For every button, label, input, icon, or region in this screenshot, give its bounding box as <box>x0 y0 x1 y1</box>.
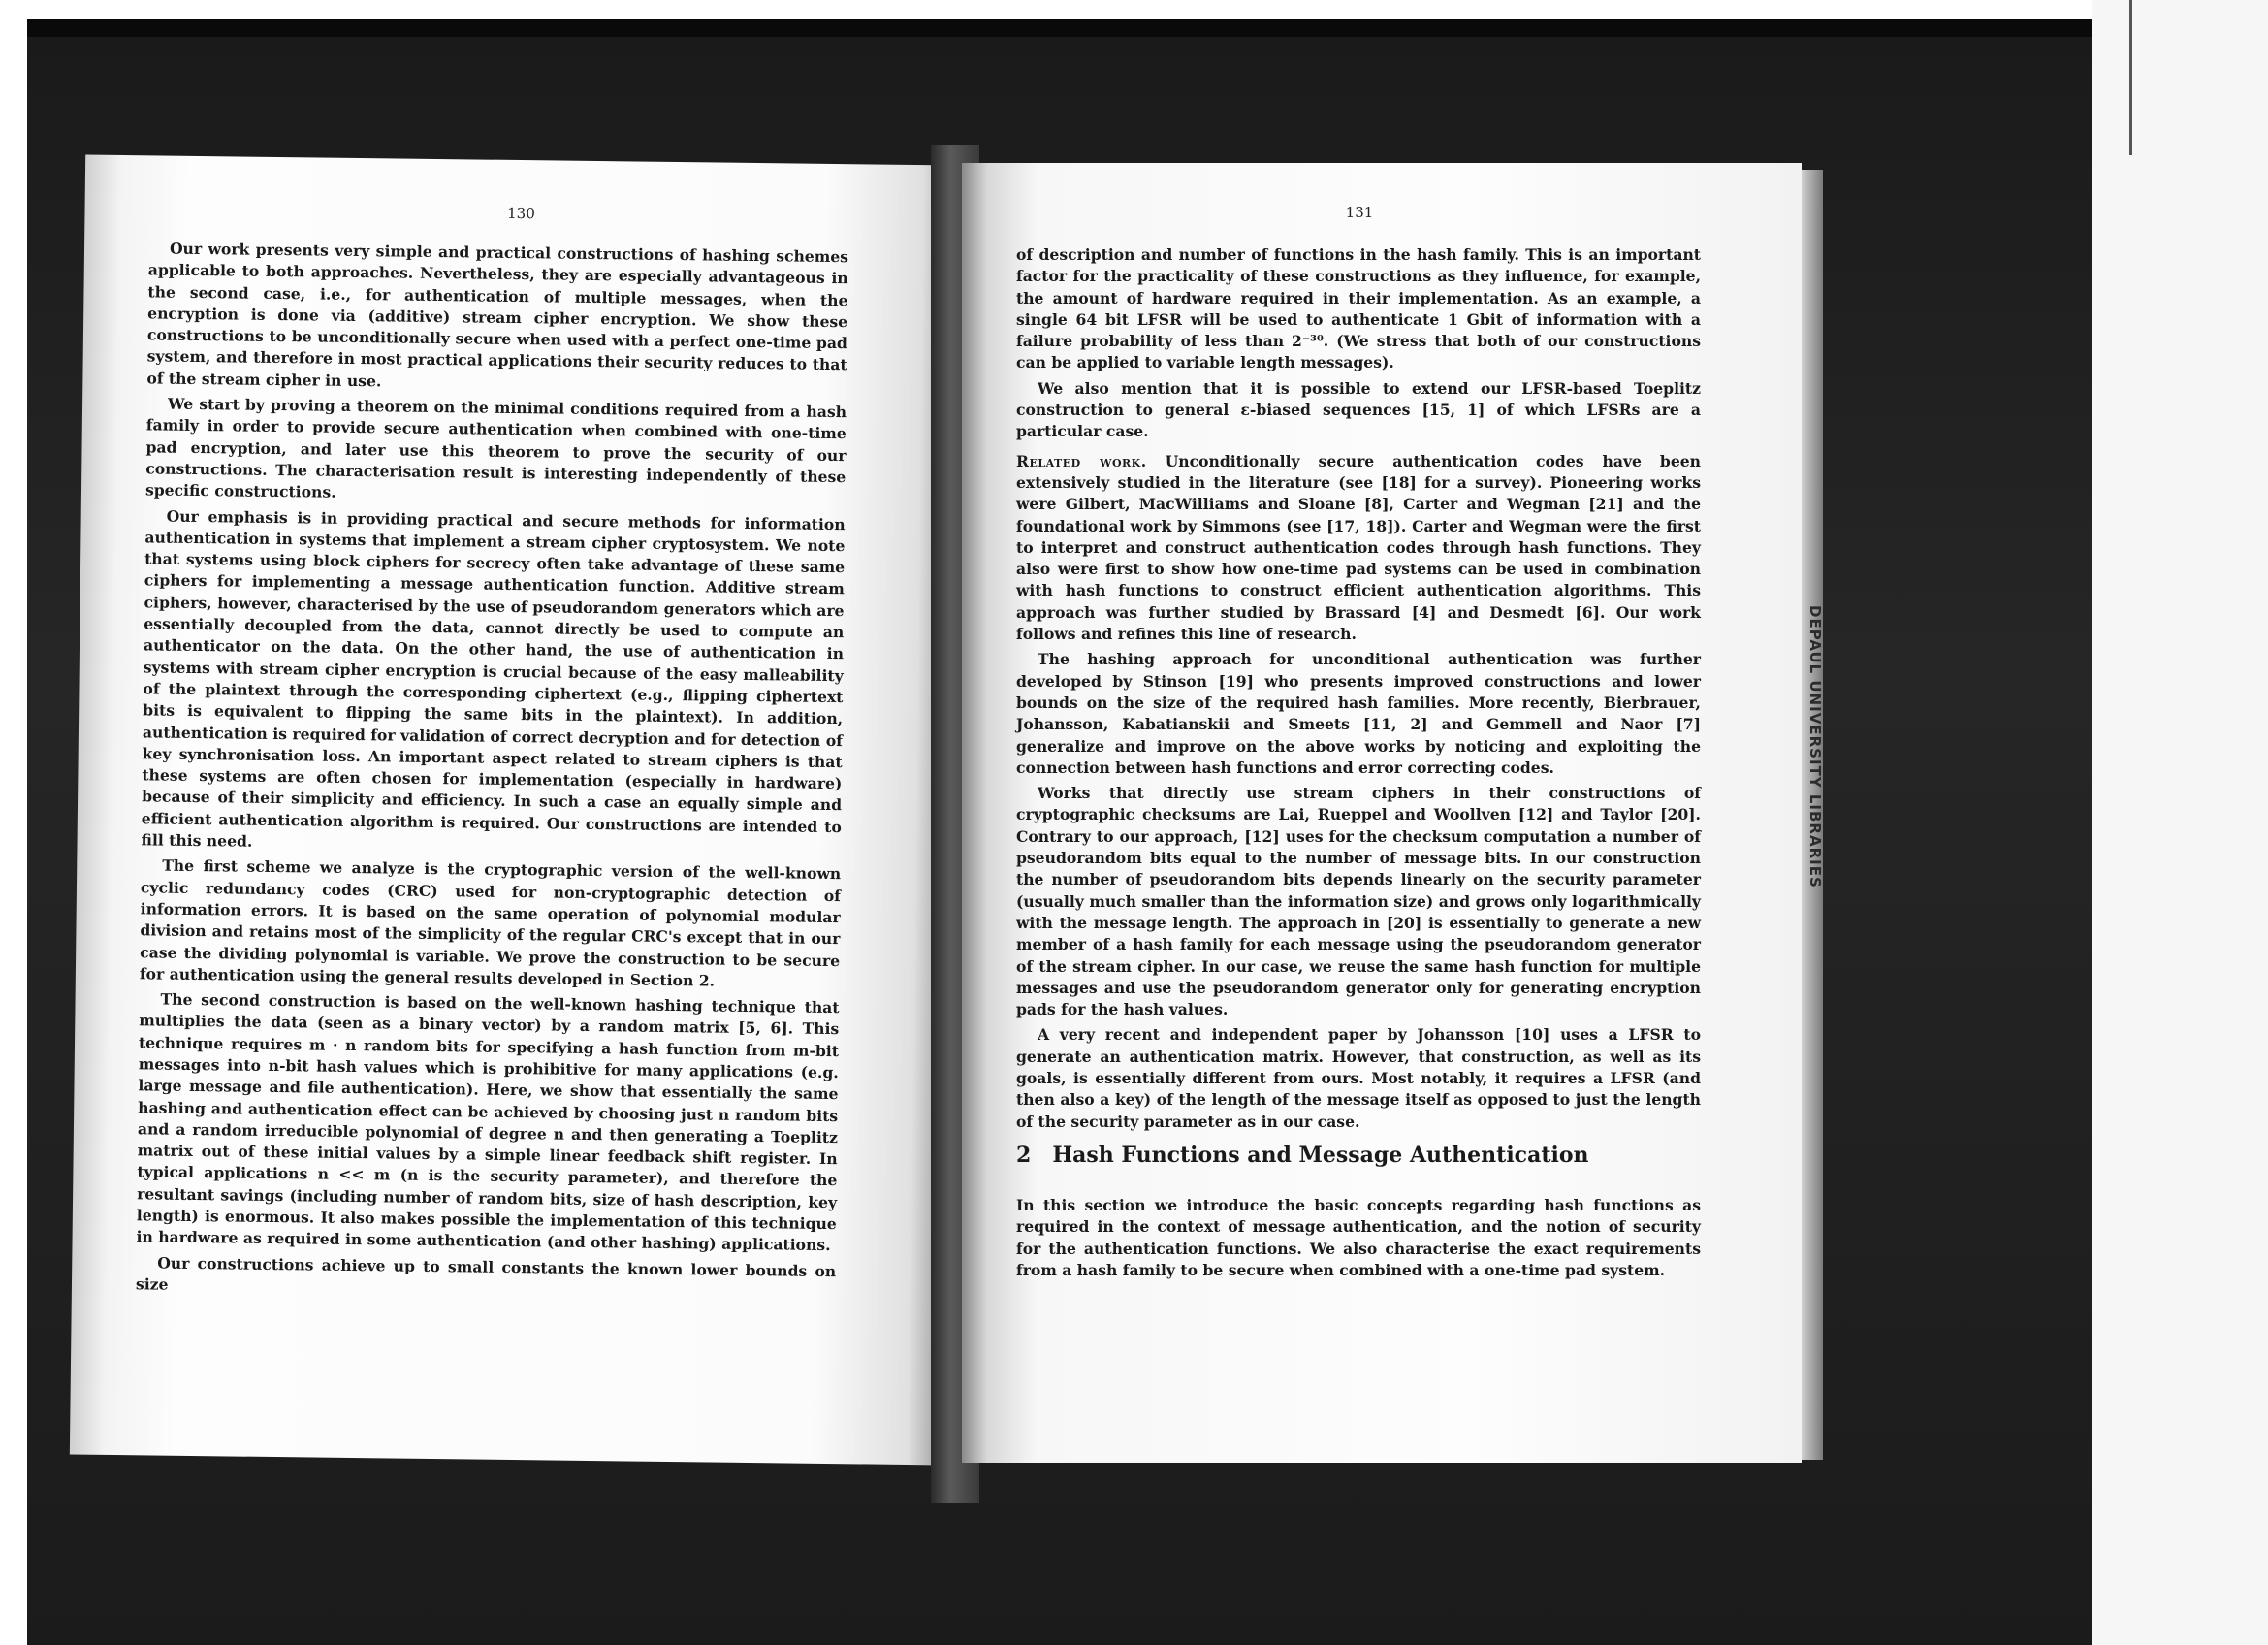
scanner-edge-line <box>2129 0 2132 155</box>
right-page <box>962 163 1802 1463</box>
library-stamp: DEPAUL UNIVERSITY LIBRARIES <box>1806 605 1824 888</box>
left-paragraph-3: Our emphasis is in providing practical and secure methods for information authentication in systems that implement a stream cipher cryptosystem. We note that systems using block ciphers for secrecy often take advantage of these same ciphers for implementing a message authentication function. Additive stream ciphers, however, characterised by the use of pseudorandom generators which are essentially decoupled from the data, cannot directly be used to compute an authenticator on the data. On the other hand, the use of authentication in systems with stream cipher encryption is crucial because of the easy malleability of the plaintext through the corresponding ciphertext (e.g., flipping ciphertext bits is equivalent to flipping the same bits in the plaintext). In addition, authentication is required for validation of correct decryption and for detection of key synchronisation loss. An important aspect related to stream ciphers is that these systems are often chosen for implementation (especially in hardware) because of their simplicity and efficiency. In such a case an equally simple and efficient authentication algorithm is required. Our constructions are intended to fill this need. <box>141 506 846 851</box>
right-paragraph-5: Works that directly use stream ciphers in their constructions of cryptographic checksums are Lai, Rueppel and Woollven [12] and Taylor [20]. Contrary to our approach, [12] uses for the checksum computation a number of pseudorandom bits equal to the number of message bits. In our construction the number of pseudorandom bits depends linearly on the security parameter (usually much smaller than the information size) and grows only logarithmically with the message length. The approach in [20] is essentially to generate a new member of a hash family for each message using the pseudorandom generator of the stream cipher. In our case, we reuse the same hash function for multiple messages and use the pseudorandom generator only for generating encryption pads for the hash values. <box>1016 784 1701 1019</box>
right-paragraph-6: A very recent and independent paper by Johansson [10] uses a LFSR to generate an authentication matrix. However, that construction, as well as its goals, is essentially different from ours. Most notably, it requires a LFSR (and then also a key) of the length of the message itself as opposed to just the length of the security parameter as in our case. <box>1016 1025 1701 1131</box>
page-number-right: 131 <box>1345 204 1374 221</box>
left-page-body <box>136 238 848 1307</box>
left-paragraph-4: The first scheme we analyze is the cryptographic version of the well-known cyclic redundancy codes (CRC) used for non-cryptographic detection of information errors. It is based on the same operation of polynomial modular division and retains most of the simplicity of the regular CRC's except that in our case the dividing polynomial is variable. We prove the construction to be secure for authentication using the general results developed in Section 2. <box>139 855 842 990</box>
section-paragraph: In this section we introduce the basic concepts regarding hash functions as required in the context of message authentication, and the notion of security for the authentication functions. We also characterise the exact requirements from a hash family to be secure when combined with a one-time pad system. <box>1016 1196 1701 1279</box>
right-paragraph-1: of description and number of functions in the hash family. This is an important factor for the practicality of these constructions as they influence, for example, the amount of hardware required in their implementation. As an example, a single 64 bit LFSR will be used to authenticate 1 Gbit of information with a failure probability of less than 2⁻³⁰. (We stress that both of our constructions can be applied to variable length messages). <box>1016 245 1701 372</box>
page-number-left: 130 <box>507 204 535 223</box>
related-work-label: Related work. <box>1016 451 1147 470</box>
right-paragraph-4: The hashing approach for unconditional authentication was further developed by Stinson [19] who presents improved constructions and lower bounds on the size of the required hash families. More recently, Bierbrauer, Johansson, Kabatianskii and Smeets [11, 2] and Gemmell and Naor [7] generalize and improve on the above works by noticing and exploiting the connection between hash functions and error correcting codes. <box>1016 650 1701 777</box>
left-paragraph-6: Our constructions achieve up to small constants the known lower bounds on size <box>135 1253 837 1294</box>
section-intro <box>1016 1195 1701 1285</box>
related-work-text: Unconditionally secure authentication codes have been extensively studied in the literature (see [18] for a survey). Pioneering works were Gilbert, MacWilliams and Sloane [8], Carter and Wegman [21] and the foundational work by Simmons (see [17, 18]). Carter and Wegman were the first to interpret and construct authentication codes through hash functions. They also were first to show how one-time pad systems can be used in combination with hash functions to construct efficient authentication algorithms. This approach was further studied by Brassard [4] and Desmedt [6]. Our work follows and refines this line of research. <box>1016 451 1702 644</box>
frame-top-edge <box>27 19 2092 37</box>
left-page <box>70 155 958 1466</box>
scanner-margin <box>2092 0 2268 1645</box>
left-paragraph-1: Our work presents very simple and practical constructions of hashing schemes applicable to both approaches. Nevertheless, they are especially advantageous in the second case, i.e., for authentication of multiple messages, when the encryption is done via (additive) stream cipher encryption. We show these constructions to be unconditionally secure when used with a perfect one-time pad system, and therefore in most practical applications their security reduces to that of the stream cipher in use. <box>146 239 849 391</box>
right-paragraph-2: We also mention that it is possible to extend our LFSR-based Toeplitz construction to general ε-biased sequences [15, 1] of which LFSRs are a particular case. <box>1016 378 1701 441</box>
section-heading <box>1016 1143 1701 1168</box>
related-work-paragraph <box>1016 451 1701 646</box>
left-paragraph-2: We start by proving a theorem on the minimal conditions required from a hash family in order to provide secure authentication when combined with one-time pad encryption, and later use this theorem to prove the security of our constructions. The characterisation result is interesting independently of these specific constructions. <box>144 394 847 501</box>
section-title: Hash Functions and Message Authentication <box>1052 1143 1589 1168</box>
right-page-body <box>1016 244 1701 1137</box>
section-number: 2 <box>1016 1143 1032 1168</box>
left-paragraph-5: The second construction is based on the well-known hashing technique that multiplies the data (seen as a binary vector) by a random matrix [5, 6]. This technique requires m · n random bits for specifying a hash function from m-bit messages into n-bit hash values which is prohibitive for many applications (e.g. large message and file authentication). Here, we show that essentially the same hashing and authentication effect can be achieved by choosing just n random bits and a random irreducible polynomial of degree n and then generating a Toeplitz matrix out of these initial values by a simple linear feedback shift register. In typical applications n << m (n is the security parameter), and therefore the resultant savings (including number of random bits, size of hash description, key length) is enormous. It also makes possible the implementation of this technique in hardware as required in some authentication (and other hashing) applications. <box>136 989 840 1255</box>
